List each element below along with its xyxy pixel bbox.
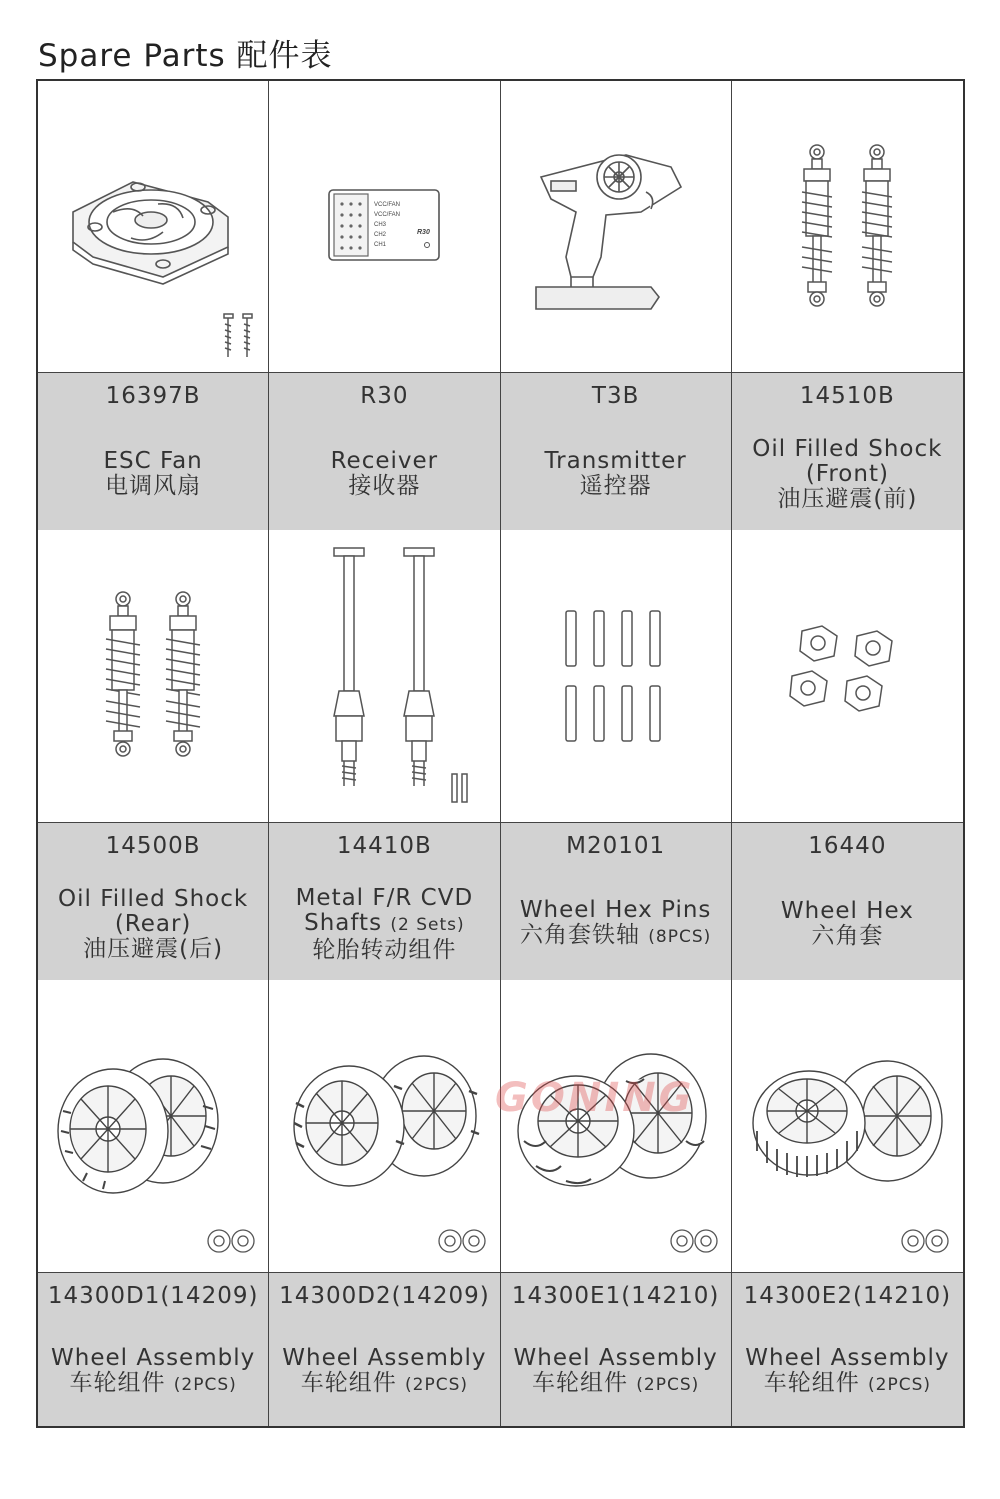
receiver-label: CH1	[374, 241, 387, 248]
part-name-cn: 轮胎转动组件	[312, 936, 457, 963]
part-code: 16440	[808, 833, 887, 859]
part-code: 14510B	[799, 383, 895, 409]
part-name-en: Transmitter	[544, 448, 687, 474]
cvd-shaft-icon	[294, 546, 474, 806]
image-row-3	[38, 980, 963, 1272]
part-image-14300E2	[732, 980, 963, 1272]
part-name-cn-line	[532, 1371, 699, 1398]
part-quantity: (2PCS)	[405, 1375, 469, 1395]
shock-absorber-icon	[88, 589, 218, 764]
part-name-cn: 六角套铁轴	[519, 922, 640, 948]
receiver-label: CH3	[374, 221, 387, 228]
part-name-cn-line	[764, 1371, 931, 1398]
part-name-cn: 车轮组件	[300, 1370, 397, 1396]
receiver-label: CH2	[374, 231, 387, 238]
image-row-2	[38, 530, 963, 822]
part-image-R30	[269, 81, 500, 372]
part-name-cn: 车轮组件	[763, 1370, 860, 1396]
part-name-en-line2	[304, 911, 465, 938]
part-code: 14300E2(14210)	[743, 1283, 952, 1309]
part-name-en: Receiver	[330, 448, 439, 474]
name-row-3	[38, 1318, 963, 1426]
part-image-14510B	[732, 81, 963, 372]
part-image-M20101	[501, 530, 732, 822]
part-code: R30	[269, 373, 500, 419]
part-image-14410B	[269, 530, 500, 822]
part-image-14300D1	[38, 980, 269, 1272]
receiver-icon	[314, 182, 454, 272]
part-name-cn: 油压避震(前)	[777, 485, 918, 512]
part-name-cn: 接收器	[348, 473, 421, 499]
part-name-en: Wheel Assembly	[513, 1345, 718, 1371]
part-name-en: Wheel Hex Pins	[519, 897, 712, 923]
page-title: Spare Parts 配件表	[38, 38, 333, 74]
receiver-model-label: R30	[417, 228, 431, 236]
part-quantity: (2PCS)	[636, 1375, 700, 1395]
part-image-16397B	[38, 81, 269, 372]
part-name-en: Wheel Hex	[780, 898, 914, 924]
part-name-cn: 油压避震(后)	[83, 935, 224, 962]
part-name-cn: 车轮组件	[69, 1370, 166, 1396]
part-image-14300D2	[269, 980, 500, 1272]
part-name-en-line2: (Rear)	[114, 910, 192, 937]
part-name	[501, 1318, 732, 1426]
receiver-label: VCC/FAN	[374, 211, 401, 218]
part-name	[269, 1318, 500, 1426]
part-name	[269, 418, 500, 530]
code-row-2	[38, 822, 963, 870]
part-name-cn-line	[520, 923, 711, 950]
part-name-cn-line	[301, 1371, 468, 1398]
part-name	[501, 868, 732, 980]
code-row-1	[38, 372, 963, 420]
part-image-14500B	[38, 530, 269, 822]
esc-fan-icon	[43, 92, 263, 362]
part-name-cn: 电调风扇	[105, 473, 202, 499]
part-name-en: Wheel Assembly	[282, 1345, 487, 1371]
part-name-en: Wheel Assembly	[51, 1345, 256, 1371]
wheel-icon	[43, 991, 263, 1261]
part-image-16440	[732, 530, 963, 822]
part-quantity: (2 Sets)	[390, 914, 465, 935]
wheel-icon	[737, 991, 957, 1261]
part-code: 14500B	[38, 823, 269, 869]
transmitter-icon	[531, 137, 701, 317]
part-quantity: (8PCS)	[648, 927, 712, 947]
part-code: 14410B	[269, 823, 500, 869]
name-row-2	[38, 868, 963, 981]
part-code: 14300E1(14210)	[501, 1273, 732, 1319]
wheel-icon	[506, 991, 726, 1261]
part-name-cn: 六角套	[811, 923, 884, 949]
code-row-3	[38, 1272, 963, 1320]
part-name	[732, 418, 963, 530]
part-image-T3B	[501, 81, 732, 372]
part-quantity: (2PCS)	[868, 1375, 932, 1395]
part-quantity: (2PCS)	[173, 1375, 237, 1395]
part-name-cn: 车轮组件	[531, 1370, 628, 1396]
part-name-en: ESC Fan	[103, 448, 203, 474]
part-image-14300E1	[501, 980, 732, 1272]
part-name-en: Wheel Assembly	[745, 1345, 950, 1371]
part-name	[732, 868, 963, 980]
part-name-en2-main: Shafts	[304, 909, 383, 936]
part-code: 14300D2(14209)	[269, 1273, 500, 1319]
watermark-logo: GONING	[495, 1075, 695, 1121]
part-name	[38, 868, 269, 980]
hex-pin-icon	[556, 601, 676, 751]
part-name	[501, 418, 732, 530]
part-code: 14300D1(14209)	[38, 1273, 269, 1319]
receiver-label: VCC/FAN	[374, 201, 401, 208]
part-code: 16397B	[38, 373, 269, 419]
part-name	[732, 1318, 963, 1426]
wheel-icon	[274, 991, 494, 1261]
part-name-en: Metal F/R CVD	[295, 884, 474, 911]
part-name-cn-line	[69, 1371, 236, 1398]
part-code: M20101	[501, 823, 732, 869]
image-row-1	[38, 81, 963, 372]
wheel-hex-icon	[782, 621, 912, 731]
part-name	[269, 868, 500, 980]
part-name-cn: 遥控器	[579, 473, 652, 499]
part-name-en: Oil Filled Shock	[752, 435, 943, 462]
part-code: T3B	[501, 373, 732, 419]
name-row-1	[38, 418, 963, 531]
part-name	[38, 1318, 269, 1426]
part-name-en-line2: (Front)	[805, 460, 889, 487]
spare-parts-table	[36, 79, 965, 1428]
shock-absorber-icon	[782, 142, 912, 312]
part-name-en: Oil Filled Shock	[58, 885, 249, 912]
part-name	[38, 418, 269, 530]
